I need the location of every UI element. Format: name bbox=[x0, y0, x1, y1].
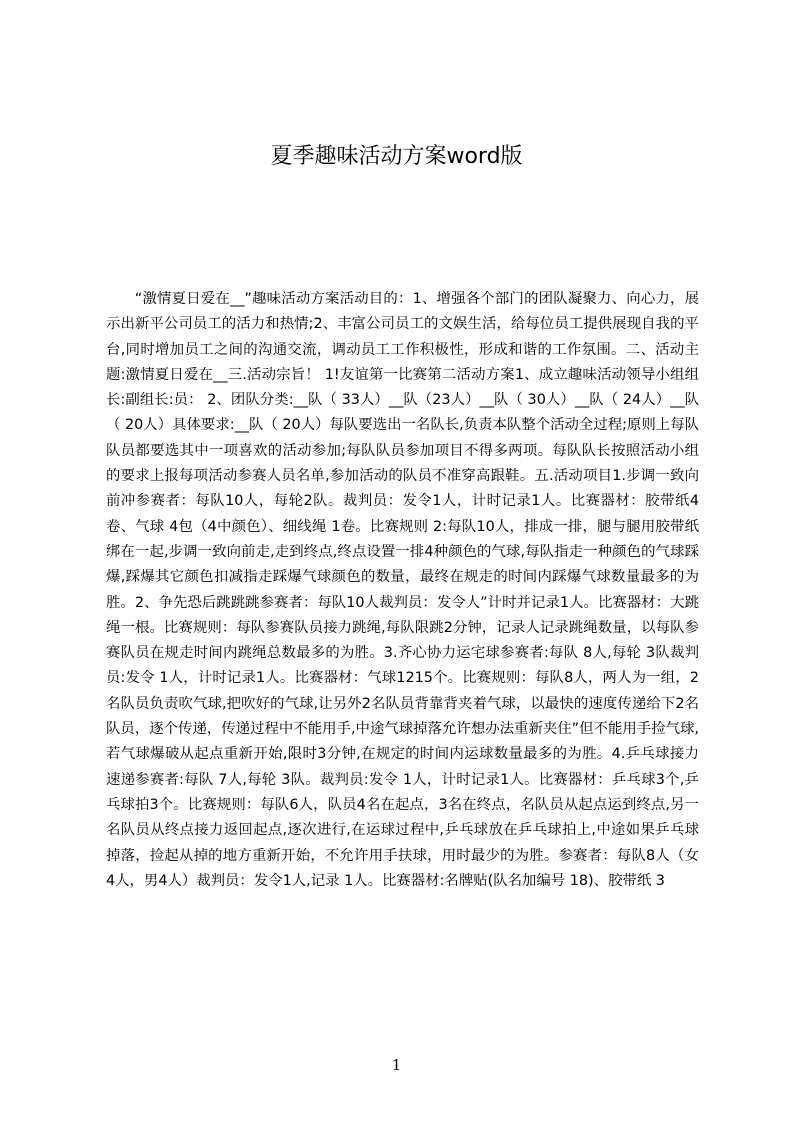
body-paragraph: “激情夏日爱在__”趣味活动方案活动目的：1、增强各个部门的团队凝聚力、向心力，展示出新平公司员工的活力和热情;2、丰富公司员工的文娱生活，给每位员工提供展现自我的平台,同时增加员工之间的沟通交流，调动员工工作积极性，形成和谐的工作氛围。二、活动主题:激情夏日爱在__三.活动宗旨！ 1!友谊第一比赛第二活动方案1、成立趣味活动领导小组组长:副组长:员： 2、团队分类:__队（ 33人）__队（23人）__队（ 30人）__队（ 24人）__队（ 20人）具体要求:__队（ 20人）每队要选出一名队长,负责本队整个活动全过程;原则上每队队员都要选其中一项喜欢的活动参加;每队队员参加项目不得多两项。每队队长按照活动小组的要求上报每项活动参赛人员名单,参加活动的队员不准穿高跟鞋。五.活动项目1.步调一致向前冲参赛者：每队10人，每轮2队。裁判员：发令1人，计时记录1人。比赛器材：胶带纸4卷、气球 4包（4中颜色）、细线绳 1卷。比赛规则 2:每队10人，排成一排，腿与腿用胶带纸绑在一起,步调一致向前走,走到终点,终点设置一排4种颜色的气球,每队指走一种颜色的气球踩爆,踩爆其它颜色扣减指走踩爆气球颜色的数量，最终在规走的时间内踩爆气球数量最多的为胜。2、争先恐后跳跳跳参赛者：每队10人裁判员：发令人”计时并记录1人。比赛器材：大跳绳一根。比赛规则：每队参赛队员接力跳绳,每队限跳2分钟，记录人记录跳绳数量，以每队参赛队员在规走时间内跳绳总数最多的为胜。3.齐心协力运宅球参赛者:每队 8人,每轮 3队裁判员:发令 1人，计时记录1人。比赛器材：气球1215个。比赛规则：每队8人，两人为一组，2名队员负责吹气球,把吹好的气球,让另外2名队员背靠背夹着气球，以最快的速度传递给下2名队员，逐个传递，传递过程中不能用手,中途气球掉落允许想办法重新夹住”但不能用手捡气球,若气球爆破从起点重新开始,限时3分钟,在规定的时间内运球数量最多的为胜。4.乒乓球接力速递参赛者:每队 7人,每轮 3队。裁判员:发令 1人，计时记录1人。比赛器材：乒乓球3个,乒乓球拍3个。比赛规则：每队6人，队员4名在起点，3名在终点，名队员从起点运到终点,另一名队员从终点接力返回起点,逐次进行,在运球过程中,乒乓球放在乒乓球拍上,中途如果乒乓球掉落，捡起从掉的地方重新开始，不允许用手扶球，用时最少的为胜。参赛者：每队8人（女4人，男4人）裁判员：发令1人,记录 1人。比赛器材:名牌贴(队名加编号 18)、胶带纸 3 bbox=[106, 291, 699, 889]
document-title: 夏季趣味活动方案word版 bbox=[270, 144, 523, 169]
page-number: 1 bbox=[391, 1056, 402, 1074]
